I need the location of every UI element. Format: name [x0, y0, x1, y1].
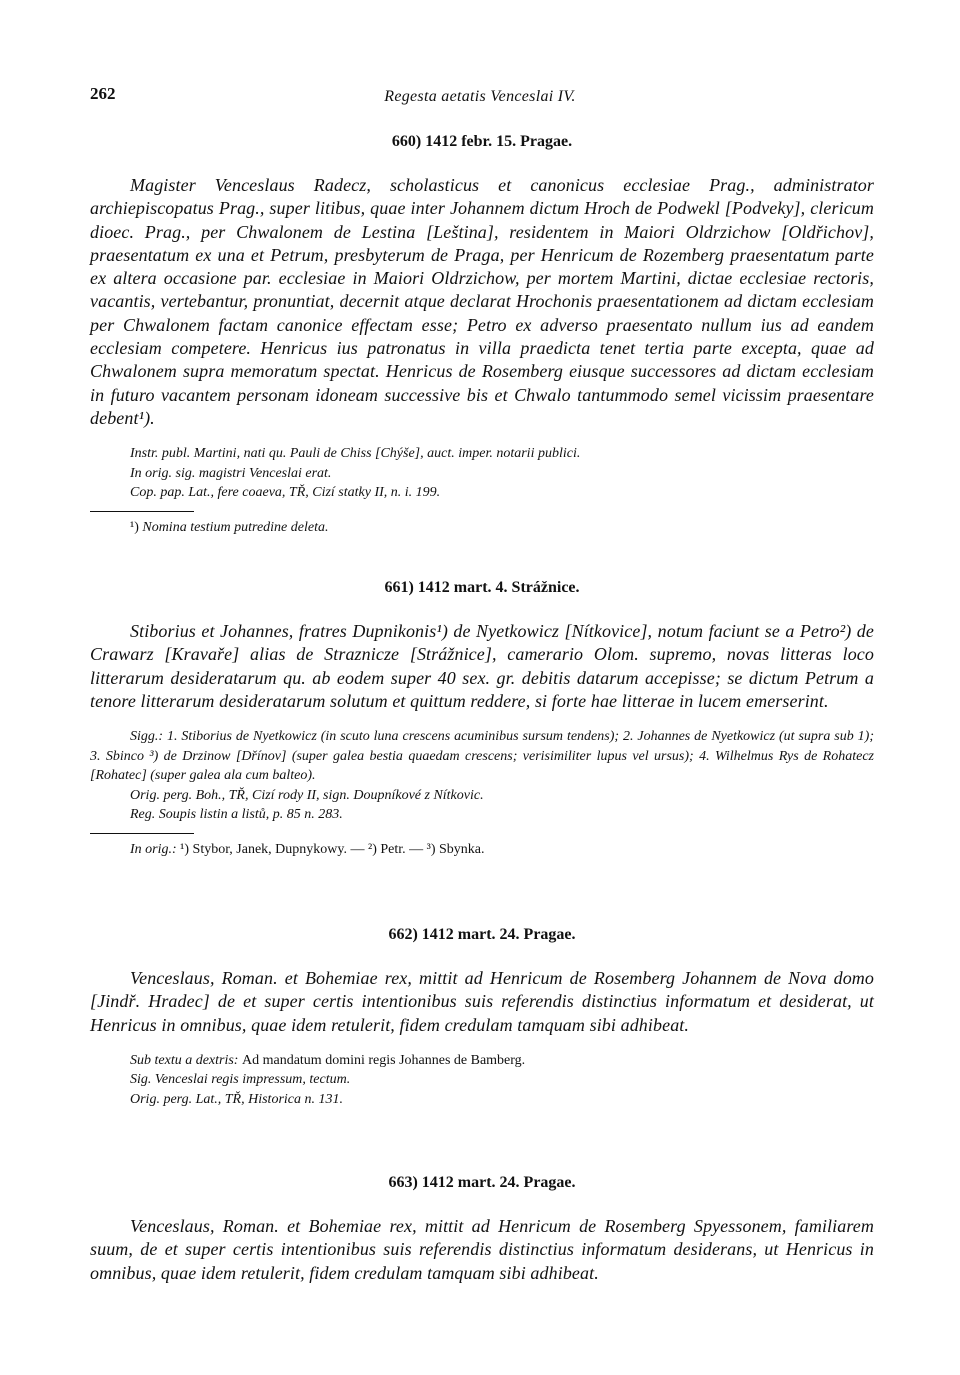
- footnote-rule: [90, 833, 194, 834]
- footnote: [90, 518, 874, 537]
- note-line: Sigg.: 1. Stiborius de Nyetkowicz (in scuto luna crescens acuminibus sursum tendens); 2. Johannes de Nyetkowicz (ut supra sub 1); 3. Sbinco ³) de Drzinow [Dřínov] (super galea bestia quaedam crescens; verisimiliter lupus vel ursus); 4. Wilhelmus Rys de Rohatecz [Rohatec] (super galea ala cum balteo).: [90, 729, 874, 784]
- entry-heading: 660) 1412 febr. 15. Pragae.: [391, 133, 573, 150]
- entry-heading: 663) 1412 mart. 24. Pragae.: [388, 1174, 576, 1191]
- footnote-text: Nomina testium putredine deleta.: [142, 519, 329, 535]
- footnote-text: ¹) Stybor, Janek, Dupnykowy. — ²) Petr. — ³) Sbynka.: [180, 841, 485, 857]
- footnote-mark: ¹): [130, 519, 139, 535]
- note-label: Sub textu a dextris:: [130, 1052, 239, 1068]
- note-line: Sig. Venceslai regis impressum, tectum.: [130, 1072, 351, 1088]
- entry-660: [90, 131, 874, 537]
- entry-heading: 661) 1412 mart. 4. Strážnice.: [384, 579, 580, 596]
- entry-text: Venceslaus, Roman. et Bohemiae rex, mittit ad Henricum de Rosemberg Johannem de Nova domo [Jindř. Hradec] de et super certis intentionibus suis referendis distinctius informatum et desiderat, ut Henricus in omnibus, quae idem retulerit, fidem credulam tamquam sibi adhibeat.: [90, 968, 874, 1035]
- entry-text: Venceslaus, Roman. et Bohemiae rex, mittit ad Henricum de Rosemberg Spyessonem, familiarem suum, de et super certis intentionibus suis referendis distinctius informatum desiderans, ut Henricus in omnibus, quae idem retulerit, fidem credulam tamquam sibi adhibeat.: [90, 1216, 874, 1283]
- note-text: Ad mandatum domini regis Johannes de Bamberg.: [241, 1052, 526, 1068]
- note-line: Orig. perg. Boh., TŘ, Cizí rody II, sign. Doupníkové z Nítkovic.: [130, 787, 484, 803]
- note-line: Cop. pap. Lat., fere coaeva, TŘ, Cizí statky II, n. i. 199.: [130, 485, 441, 501]
- entry-text: Magister Venceslaus Radecz, scholasticus et canonicus ecclesiae Prag., administrator archiepiscopatus Prag., super litibus, quae inter Johannem dictum Hroch de Podwekl [Podveky], clericum dioec. Prag., per Chwalonem de Lestina [Leština], residentem in Maiori Oldrzichow [Oldřichov], praesentatum ex una et Petrum, presbyterum de Praga, per Henricum de Rozemberg praesentatum parte ex altera occasione par. ecclesiae in Maiori Oldrzichow, per mortem Martini, dictae ecclesiae rectoris, vacantis, vertebantur, pronuntiat, decernit atque declarat Hrochonis praesentationem ad dictam ecclesiam per Chwalonem factam canonice effectam esse; Petro ex adverso praesentato nullum ius ad eandem ecclesiam competere. Henricus ius patronatus in villa praedicta tenet tertia parte excepta, quae ad Chwalonem supra memoratum spectat. Henricus de Rosemberg eiusque successores ad dictam ecclesiam in futuro vacantem personam idoneam successive bis et Chwalo tantummodo semel vicissim praesentare debent¹).: [90, 175, 874, 428]
- entry-663: [90, 1172, 874, 1285]
- note-line: In orig. sig. magistri Venceslai erat.: [130, 465, 332, 481]
- entry-662: [90, 924, 874, 1109]
- running-title: Regesta aetatis Venceslai IV.: [384, 88, 576, 105]
- entry-heading: 662) 1412 mart. 24. Pragae.: [388, 926, 576, 943]
- footnote-rule: [90, 511, 194, 512]
- entry-notes: [90, 444, 874, 503]
- note-line: Reg. Soupis listin a listů, p. 85 n. 283.: [130, 807, 343, 823]
- entry-text: Stiborius et Johannes, fratres Dupnikonis¹) de Nyetkowicz [Nítkovice], notum faciunt se a Petro²) de Crawarz [Kravaře] alias de Straznicze [Strážnice], camerario Olom. supremo, novas litteras loco litterarum desideratarum qu. ab eodem super 40 sex. gr. debitis datarum accepisse; se dictum Petrum a tenore litterarum desideratarum solutum et quittum reddere, si forte hae litterae in lucem emerserint.: [90, 621, 874, 711]
- note-line: [130, 1051, 874, 1071]
- note-line: Orig. perg. Lat., TŘ, Historica n. 131.: [130, 1091, 343, 1107]
- entry-notes: [90, 727, 874, 825]
- entry-notes: [90, 1051, 874, 1110]
- page-number: 262: [90, 84, 116, 103]
- note-line: Instr. publ. Martini, nati qu. Pauli de Chiss [Chýše], auct. imper. notarii publici.: [130, 446, 581, 462]
- entry-661: [90, 577, 874, 859]
- footnote: [90, 840, 874, 859]
- footnote-label: In orig.:: [130, 841, 177, 857]
